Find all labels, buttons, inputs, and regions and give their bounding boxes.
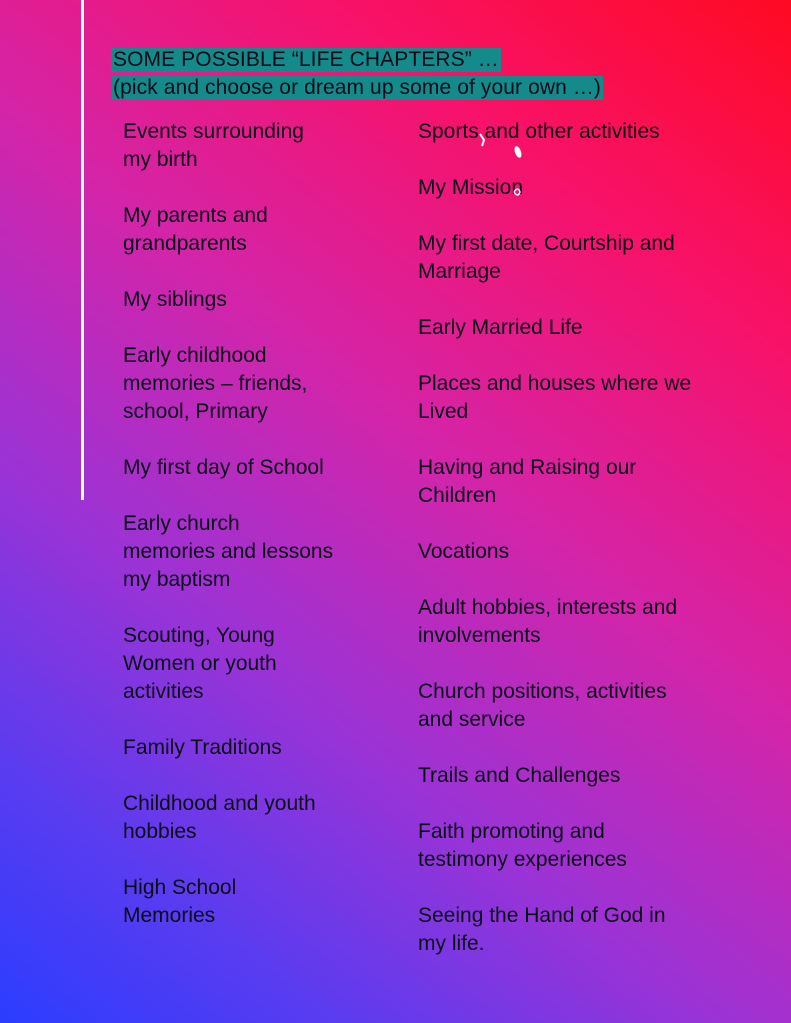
list-item: Having and Raising our Children (418, 456, 637, 507)
list-item: My first day of School (123, 456, 324, 479)
list-item: Adult hobbies, interests and involvements (418, 596, 678, 647)
right-chapter-list (418, 118, 748, 986)
left-chapter-list (123, 118, 393, 958)
vertical-divider-line (81, 0, 84, 500)
list-item: Faith promoting and testimony experiences (418, 820, 627, 871)
list-item: Family Traditions (123, 736, 282, 759)
list-item: My Mission (418, 176, 524, 199)
list-item: Seeing the Hand of God in my life. (418, 904, 666, 955)
list-item: Church positions, activities and service (418, 680, 667, 731)
heading-line-1: SOME POSSIBLE “LIFE CHAPTERS” … (113, 48, 499, 71)
list-item: Places and houses where we Lived (418, 372, 692, 423)
list-item: Early childhood memories – friends, school, Primary (123, 344, 308, 423)
list-item: Vocations (418, 540, 510, 563)
list-item: My parents and grandparents (123, 204, 268, 255)
list-item: Childhood and youth hobbies (123, 792, 316, 843)
list-item: Events surrounding my birth (123, 120, 304, 171)
list-item: My first date, Courtship and Marriage (418, 232, 675, 283)
list-item: Sports and other activities (418, 120, 660, 143)
list-item: Early church memories and lessons my baptism (123, 512, 334, 591)
list-item: Scouting, Young Women or youth activities (123, 624, 277, 703)
heading-line-2: (pick and choose or dream up some of your own …) (113, 76, 602, 99)
list-item: My siblings (123, 288, 227, 311)
slide-heading (111, 46, 603, 102)
list-item: High School Memories (123, 876, 237, 927)
list-item: Trails and Challenges (418, 764, 621, 787)
list-item: Early Married Life (418, 316, 583, 339)
